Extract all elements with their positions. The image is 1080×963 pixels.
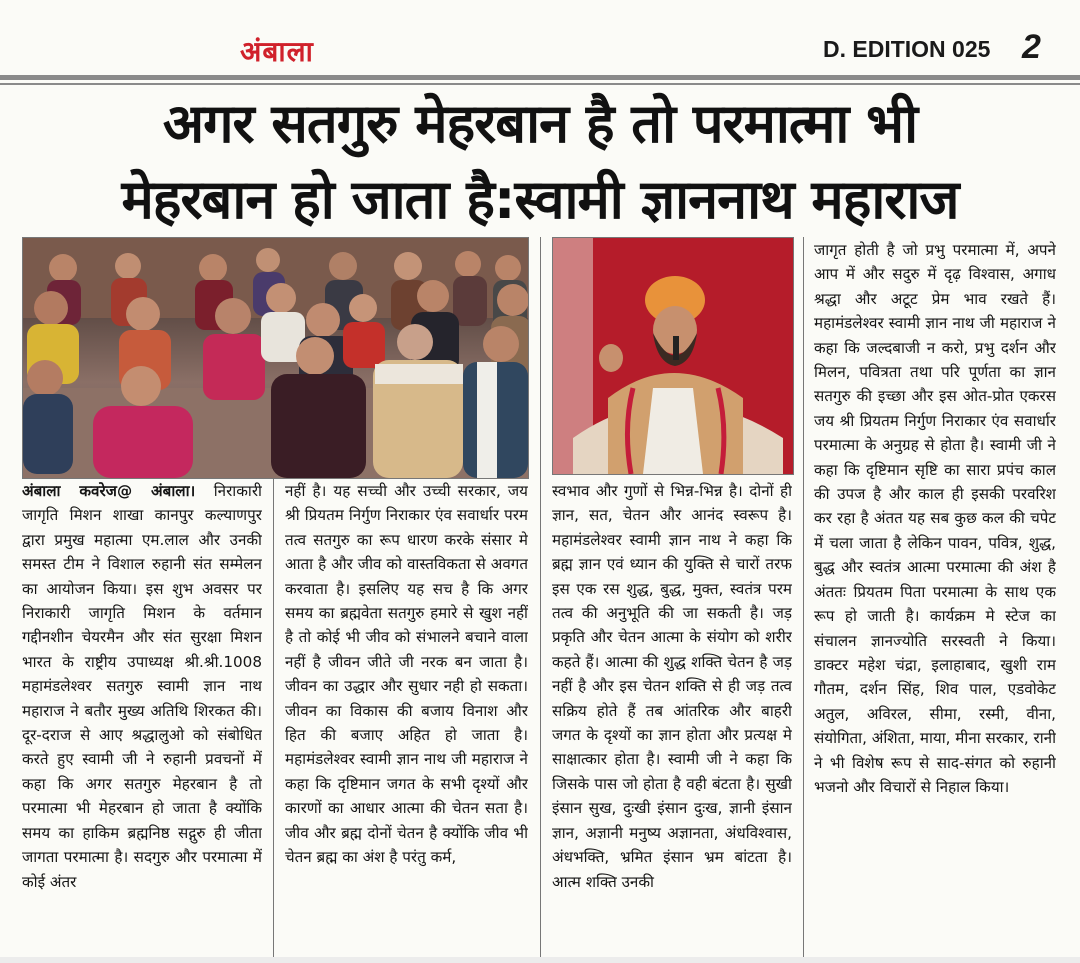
bottom-rule [0, 957, 1080, 963]
section-name: अंबाला [240, 35, 314, 68]
article-text: निराकारी जागृति मिशन शाखा कानपुर कल्याणपुर द्वारा प्रमुख महात्मा एम.लाल और उनकी समस्त टीम ने विशाल रुहानी संत सम्मेलन का आयोजन किया। इस शुभ अवसर पर निराकारी जागृति मिशन के वर्तमान गद्दीनशीन चेयरमैन और संत सुरक्षा मिशन भारत के राष्ट्रीय उपाध्यक्ष श्री.श्री.1008 महामंडलेश्वर सतगुरु स्वामी ज्ञान नाथ महाराज ने बतौर मुख्य अतिथि शिरकत की। दूर-दराज से आए श्रद्धालुओ को संबोधित करते हुए स्वामी जी ने रुहानी प्रवचनों में कहा कि अगर सतगुरु मेहरबान है तो परमात्मा भी मेहरबान हो जाता है क्योंकि समय का हाकिम ब्रह्मनिष्ठ सद्गुरु ही जीता जागता परमात्मा है। सदगुरु और परमात्मा में कोई अंतर [22, 482, 262, 891]
speaker-illustration [553, 238, 793, 474]
article-column-4 [814, 238, 1056, 954]
article-text: जागृत होती है जो प्रभु परमात्मा में, अपने आप में और सदुरु में दृढ़ विश्वास, अगाध श्रद्धा और अटूट प्रेम भाव रखते हैं। महामंडलेश्वर स्वामी ज्ञान नाथ जी महाराज ने कहा कि जल्दबाजी न करो, प्रभु दर्शन और मिलन, पवित्रता तथा परि पूर्णता का ज्ञान सतगुरु की इच्छा और इस ओत-प्रोत एकरस जय श्री प्रियतम निर्गुण निराकार एंव सवार्धार परमात्मा के अनुग्रह से होता है। स्वामी जी ने कहा कि दृष्टिमान सृष्टि का सारा प्रपंच काल की उपज है और काल ही इसकी परवरिश कर रहा है अंतत यह सब कुछ कल की चपेट में चला जाता है लेकिन पावन, पवित्र, शुद्ध, बुद्ध और स्वतंत्र आत्मा परमात्मा की अंश है अंततः प्रियतम पिता परमात्मा के साथ एक रूप हो जाती है। कार्यक्रम मे स्टेज का संचालन ज्ञानज्योति सरस्वती ने किया। डाक्टर महेश चंद्रा, इलाहाबाद, खुशी राम गौतम, दर्शन सिंह, शिव पाल, एडवोकेट अतुल, अविरल, सीमा, रस्मी, वीना, संयोगिता, अंशिता, माया, मीना सरकार, रानी ने भी विशेष रूप से साद-संगत को रुहानी भजनो और विचारों से निहाल किया। [814, 241, 1056, 796]
masthead-rule [0, 75, 1080, 80]
crowd-photo [22, 237, 529, 479]
edition-label: D. EDITION 025 [823, 36, 991, 62]
dateline: अंबाला कवरेज@ अंबाला। [22, 482, 196, 500]
headline-line-1: अगर सतगुरु मेहरबान है तो परमात्मा भी [162, 92, 918, 155]
column-divider [540, 237, 541, 957]
column-divider [803, 237, 804, 957]
page-number: 2 [1022, 28, 1041, 66]
article-column-3 [552, 479, 792, 959]
headline [20, 86, 1060, 238]
article-text: स्वभाव और गुणों से भिन्न-भिन्न है। दोनों ही ज्ञान, सत, चेतन और आनंद स्वरूप है। महामंडलेश्वर स्वामी ज्ञान नाथ ने कहा कि ब्रह्म ज्ञान एवं ध्यान की युक्ति से चारों तरफ इस एक रस शुद्ध, बुद्ध, मुक्त, स्वतंत्र परम तत्व की अनुभूति की जा सकती है। जड़ प्रकृति और चेतन आत्मा के संयोग को शरीर कहते हैं। आत्मा की शुद्ध शक्ति चेतन है जड़ नहीं है और इस चेतन शक्ति से ही जड़ तत्व सक्रिय होते हैं तब आंतरिक और बाहरी जगत के दृश्यों का ज्ञान होता और प्रत्यक्ष मे साक्षात्कार होता है। स्वामी जी ने कहा कि जिसके पास जो होता है वही बंटता है। सुखी इंसान सुख, दुःखी इंसान दुःख, ज्ञानी इंसान ज्ञान, अज्ञानी मनुष्य अज्ञानता, अंधविश्वास, अंधभक्ति, भ्रमित इंसान भ्रम बांटता है। आत्म शक्ति उनकी [552, 482, 792, 891]
speaker-photo [552, 237, 794, 475]
article-column-1 [22, 479, 262, 959]
article-text: नहीं है। यह सच्ची और उच्ची सरकार, जय श्री प्रियतम निर्गुण निराकार एंव सवार्धार परम तत्व सतगुरु का रूप धारण करके संसार मे आता है और जीव को वास्तविकता से अवगत करवाता है। इसलिए यह सच है कि अगर समय का ब्रह्मवेता सतगुरु हमारे से खुश नहीं है तो कोई भी जीव को संभालने बचाने वाला नहीं है जीवन जीते जी नरक बन जाता है। जीवन का उद्धार और सुधार नही हो सकता। जीवन का विकास की बजाय विनाश और हित की बजाए अहित हो जाता है। महामंडलेश्वर स्वामी ज्ञान नाथ जी महाराज ने कहा कि दृष्टिमान जगत के सभी दृश्यों और कारणों का आधार आत्मा की चेतन सता है। जीव और ब्रह्म दोनों चेतन है क्योंकि जीव भी चेतन ब्रह्म का अंश है परंतु कर्म, [285, 482, 528, 867]
headline-line-2: मेहरबान हो जाता है:स्वामी ज्ञाननाथ महाराज [121, 168, 959, 231]
crowd-illustration [23, 238, 528, 478]
masthead-rule-thin [0, 83, 1080, 85]
article-column-2 [285, 479, 528, 959]
masthead [0, 0, 1080, 80]
column-divider [273, 479, 274, 957]
